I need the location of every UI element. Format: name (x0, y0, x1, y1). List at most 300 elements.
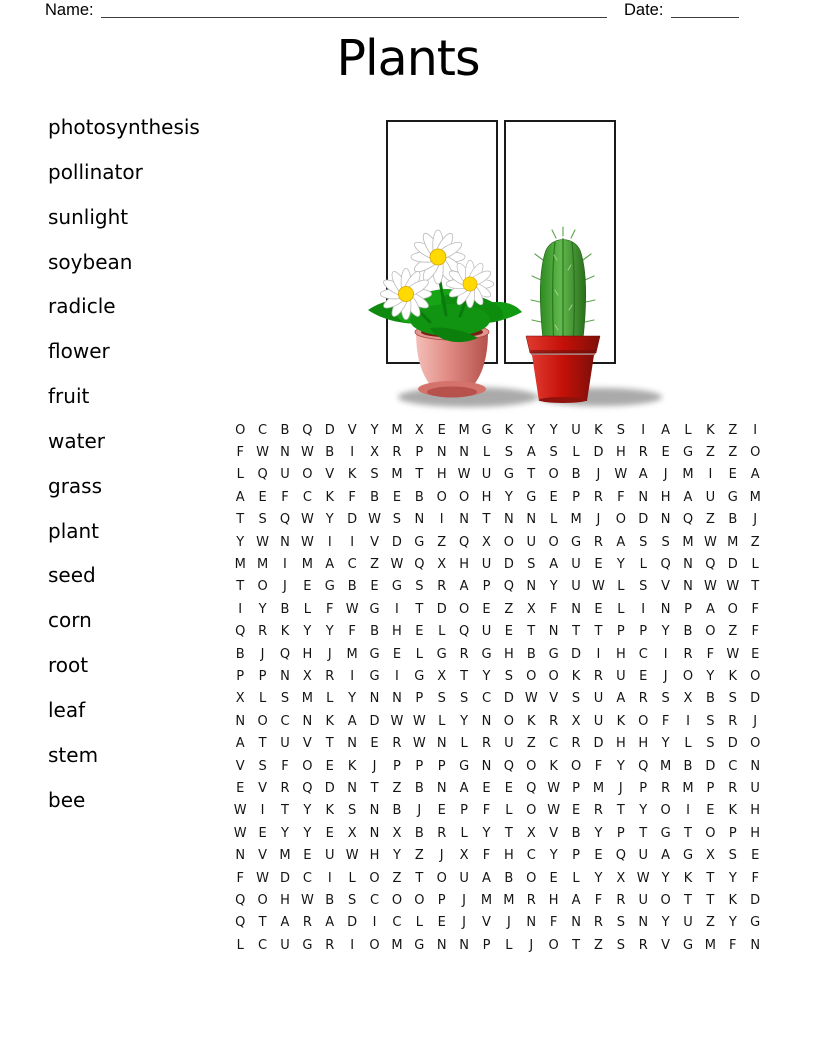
grid-letter: X (482, 534, 491, 550)
grid-letter: U (481, 624, 492, 640)
grid-letter: F (326, 601, 334, 617)
grid-letter: A (638, 467, 648, 483)
grid-letter: P (706, 780, 715, 796)
grid-letter: Y (325, 624, 334, 640)
grid-letter: H (660, 489, 671, 505)
grid-letter: O (458, 601, 470, 617)
grid-letter: K (527, 713, 536, 729)
grid-letter: O (570, 758, 582, 774)
grid-letter: Y (258, 601, 267, 617)
grid-letter: A (571, 892, 581, 908)
grid-letter: R (437, 825, 447, 841)
grid-letter: S (392, 512, 402, 528)
grid-letter: W (390, 557, 404, 573)
grid-letter: N (571, 601, 581, 617)
grid-letter: J (462, 892, 467, 908)
grid-letter: N (436, 736, 447, 752)
grid-letter: S (370, 467, 379, 483)
grid-letter: L (236, 937, 244, 953)
grid-letter: O (548, 668, 559, 684)
grid-letter: B (370, 624, 379, 640)
grid-letter: Y (661, 736, 670, 752)
grid-letter: Y (482, 825, 491, 841)
grid-letter: T (236, 512, 245, 528)
grid-letter: A (235, 736, 245, 752)
grid-letter: P (460, 803, 469, 819)
grid-letter: W (345, 848, 359, 864)
grid-letter: F (348, 489, 356, 505)
letter-grid (229, 419, 766, 956)
grid-letter: O (548, 937, 559, 953)
grid-letter: D (391, 534, 402, 550)
grid-letter: D (638, 512, 649, 528)
grid-letter: P (639, 780, 648, 796)
grid-letter: E (325, 825, 334, 841)
grid-letter: N (481, 758, 492, 774)
grid-letter: X (705, 848, 715, 864)
grid-letter: Q (235, 892, 246, 908)
grid-letter: Y (728, 915, 737, 931)
grid-letter: W (390, 713, 404, 729)
grid-letter: F (482, 803, 491, 819)
grid-letter: P (639, 624, 648, 640)
grid-letter: L (303, 601, 311, 617)
grid-letter: X (571, 713, 581, 729)
grid-letter: E (482, 601, 491, 617)
grid-letter: V (549, 825, 559, 841)
grid-letter: O (705, 624, 716, 640)
grid-letter: Y (549, 422, 558, 438)
grid-letter: N (638, 489, 649, 505)
grid-letter: X (459, 848, 469, 864)
grid-letter: S (348, 892, 357, 908)
grid-letter: K (706, 422, 715, 438)
grid-letter: K (683, 870, 693, 886)
grid-letter: O (526, 803, 537, 819)
grid-letter: Y (549, 579, 558, 595)
grid-letter: Q (526, 780, 537, 796)
grid-letter: B (705, 691, 715, 707)
grid-letter: W (726, 646, 740, 662)
grid-letter: Q (615, 848, 626, 864)
grid-letter: Z (392, 870, 402, 886)
grid-letter: S (616, 422, 625, 438)
grid-letter: B (571, 825, 581, 841)
grid-letter: Y (527, 422, 536, 438)
grid-letter: O (436, 489, 447, 505)
grid-letter: R (325, 937, 335, 953)
grid-letter: H (459, 557, 469, 573)
grid-letter: U (593, 691, 604, 707)
grid-letter: C (258, 937, 268, 953)
grid-letter: U (571, 557, 581, 573)
grid-letter: F (281, 489, 289, 505)
grid-letter: G (682, 445, 694, 461)
grid-letter: K (325, 803, 335, 819)
grid-letter: P (482, 937, 491, 953)
grid-letter: F (661, 713, 670, 729)
grid-letter: B (526, 646, 536, 662)
grid-letter: M (749, 489, 761, 505)
grid-letter: O (414, 892, 425, 908)
grid-letter: X (526, 825, 536, 841)
grid-letter: S (437, 691, 446, 707)
grid-letter: Q (302, 422, 313, 438)
grid-letter: O (235, 422, 246, 438)
grid-letter: C (549, 736, 559, 752)
word-list-item: grass (48, 473, 103, 498)
grid-letter: O (302, 467, 313, 483)
grid-letter: P (393, 758, 401, 774)
word-list-item: soybean (48, 249, 133, 274)
grid-letter: W (636, 870, 650, 886)
grid-letter: G (414, 534, 425, 550)
grid-letter: P (572, 780, 580, 796)
grid-letter: Q (503, 758, 514, 774)
grid-letter: E (549, 489, 558, 505)
grid-letter: S (706, 713, 715, 729)
grid-letter: X (347, 825, 357, 841)
grid-letter: Q (302, 780, 313, 796)
grid-letter: U (705, 489, 716, 505)
grid-letter: A (280, 915, 290, 931)
grid-letter: J (283, 579, 287, 595)
grid-letter: N (683, 557, 693, 573)
grid-letter: E (549, 870, 558, 886)
grid-letter: T (751, 579, 760, 595)
grid-letter: U (280, 467, 290, 483)
grid-letter: N (436, 780, 447, 796)
grid-letter: G (571, 534, 582, 550)
grid-letter: P (482, 579, 491, 595)
grid-letter: O (638, 713, 649, 729)
grid-letter: Q (414, 557, 425, 573)
grid-letter: S (616, 915, 625, 931)
grid-letter: X (437, 557, 447, 573)
grid-letter: L (348, 870, 356, 886)
grid-letter: E (258, 489, 267, 505)
grid-letter: M (480, 892, 493, 908)
grid-letter: P (616, 624, 625, 640)
grid-letter: S (527, 557, 536, 573)
grid-letter: V (347, 422, 357, 438)
grid-letter: A (616, 534, 626, 550)
grid-letter: T (684, 825, 692, 841)
grid-letter: Q (279, 512, 291, 528)
grid-letter: K (549, 758, 558, 774)
word-list-item: stem (48, 742, 99, 767)
grid-letter: B (414, 489, 424, 505)
grid-letter: Y (616, 557, 625, 573)
grid-letter: N (280, 534, 290, 550)
grid-letter: P (415, 758, 424, 774)
grid-letter: N (526, 579, 537, 595)
grid-letter: N (459, 937, 469, 953)
grid-letter: R (728, 713, 738, 729)
grid-letter: Y (661, 915, 670, 931)
grid-letter: I (238, 601, 243, 617)
date-label: Date: (624, 1, 664, 19)
grid-letter: M (279, 848, 291, 864)
grid-letter: L (751, 557, 759, 573)
grid-letter: G (727, 489, 738, 505)
grid-letter: T (325, 736, 334, 752)
grid-letter: X (235, 691, 245, 707)
grid-letter: P (258, 668, 267, 684)
grid-letter: M (391, 422, 403, 438)
grid-letter: H (369, 848, 380, 864)
grid-letter: H (481, 489, 492, 505)
grid-letter: D (324, 422, 335, 438)
grid-letter: R (616, 892, 626, 908)
word-list-item: sunlight (48, 204, 129, 229)
grid-letter: Y (549, 848, 558, 864)
grid-letter: M (301, 557, 313, 573)
grid-letter: J (663, 668, 668, 684)
grid-letter: D (750, 691, 761, 707)
grid-letter: Z (728, 445, 738, 461)
page-title: Plants (336, 30, 480, 87)
grid-letter: R (661, 780, 671, 796)
grid-letter: L (415, 915, 423, 931)
grid-letter: T (616, 803, 625, 819)
grid-letter: N (280, 445, 290, 461)
grid-letter: J (663, 467, 668, 483)
grid-letter: I (350, 668, 355, 684)
grid-letter: I (686, 803, 690, 819)
grid-letter: U (571, 422, 581, 438)
grid-letter: G (414, 937, 425, 953)
grid-letter: S (415, 579, 424, 595)
grid-letter: A (705, 601, 715, 617)
grid-letter: V (302, 736, 312, 752)
grid-letter: B (504, 870, 514, 886)
grid-letter: O (458, 489, 470, 505)
grid-letter: R (392, 445, 402, 461)
grid-letter: Z (728, 624, 738, 640)
grid-letter: M (346, 646, 358, 662)
grid-letter: N (459, 445, 469, 461)
grid-letter: V (482, 915, 491, 931)
grid-letter: N (526, 512, 537, 528)
grid-letter: P (236, 668, 245, 684)
grid-letter: W (703, 579, 717, 595)
grid-letter: J (372, 758, 377, 774)
name-label: Name: (45, 1, 94, 19)
grid-letter: Z (705, 512, 715, 528)
grid-letter: A (325, 557, 335, 573)
grid-letter: W (300, 534, 314, 550)
grid-letter: F (729, 937, 737, 953)
grid-letter: R (683, 646, 693, 662)
grid-letter: E (751, 848, 760, 864)
grid-letter: M (391, 937, 403, 953)
grid-letter: A (235, 489, 245, 505)
grid-letter: E (415, 624, 424, 640)
grid-letter: E (594, 557, 603, 573)
grid-letter: W (412, 736, 426, 752)
grid-letter: N (436, 937, 447, 953)
grid-letter: D (279, 870, 290, 886)
grid-letter: Y (281, 825, 289, 841)
grid-letter: Y (661, 624, 670, 640)
grid-letter: K (728, 668, 738, 684)
grid-letter: I (350, 445, 355, 461)
grid-letter: Z (728, 422, 738, 438)
grid-letter: T (572, 937, 581, 953)
grid-letter: X (683, 691, 693, 707)
grid-letter: E (482, 780, 491, 796)
grid-letter: W (457, 467, 471, 483)
grid-letter: T (460, 668, 469, 684)
grid-letter: M (682, 534, 694, 550)
word-list-item: corn (48, 608, 92, 633)
grid-letter: R (593, 668, 603, 684)
grid-letter: Y (661, 870, 670, 886)
grid-letter: R (549, 713, 559, 729)
grid-letter: Y (303, 825, 312, 841)
grid-letter: N (347, 736, 358, 752)
grid-letter: P (728, 825, 737, 841)
grid-letter: W (726, 579, 740, 595)
grid-letter: B (683, 758, 693, 774)
grid-letter: H (638, 736, 649, 752)
grid-letter: S (571, 691, 581, 707)
grid-letter: D (347, 512, 358, 528)
grid-letter: H (750, 803, 761, 819)
grid-letter: L (438, 713, 446, 729)
grid-letter: N (414, 512, 425, 528)
grid-letter: T (706, 870, 715, 886)
grid-letter: B (414, 780, 424, 796)
grid-letter: D (593, 736, 604, 752)
grid-letter: R (526, 892, 536, 908)
grid-letter: S (661, 534, 670, 550)
grid-letter: A (661, 848, 671, 864)
grid-letter: P (437, 892, 446, 908)
grid-letter: B (414, 825, 424, 841)
grid-letter: K (347, 758, 357, 774)
grid-letter: K (325, 489, 335, 505)
grid-letter: Y (303, 624, 312, 640)
grid-letter: R (638, 691, 648, 707)
grid-letter: R (325, 668, 335, 684)
grid-letter: K (728, 892, 738, 908)
grid-letter: O (615, 512, 626, 528)
grid-letter: E (571, 803, 581, 819)
grid-letter: D (593, 445, 604, 461)
grid-letter: T (639, 825, 648, 841)
grid-letter: W (256, 534, 270, 550)
grid-letter: T (482, 512, 491, 528)
grid-letter: E (392, 646, 402, 662)
grid-letter: R (593, 915, 603, 931)
grid-letter: S (661, 691, 670, 707)
grid-letter: X (526, 601, 536, 617)
grid-letter: A (325, 915, 335, 931)
grid-letter: M (256, 557, 269, 573)
grid-letter: S (706, 736, 715, 752)
grid-letter: O (369, 870, 380, 886)
grid-letter: H (548, 892, 559, 908)
grid-letter: S (504, 668, 514, 684)
grid-letter: R (258, 624, 268, 640)
grid-letter: T (258, 736, 267, 752)
grid-letter: Y (706, 668, 715, 684)
grid-letter: K (280, 624, 290, 640)
grid-letter: L (572, 445, 580, 461)
grid-letter: A (347, 713, 357, 729)
grid-letter: A (549, 557, 559, 573)
grid-letter: L (258, 691, 267, 707)
grid-letter: E (504, 780, 513, 796)
grid-letter: J (618, 780, 623, 796)
grid-letter: E (236, 780, 245, 796)
grid-letter: V (258, 848, 268, 864)
grid-letter: K (504, 422, 514, 438)
grid-letter: O (727, 601, 738, 617)
grid-letter: K (728, 803, 738, 819)
grid-letter: N (750, 758, 761, 774)
grid-letter: T (258, 915, 267, 931)
grid-letter: R (481, 736, 492, 752)
grid-letter: P (616, 825, 625, 841)
grid-letter: O (503, 713, 514, 729)
grid-letter: N (235, 848, 246, 864)
grid-letter: I (327, 870, 332, 886)
grid-letter: U (750, 780, 760, 796)
grid-letter: I (439, 512, 444, 528)
grid-letter: I (395, 601, 399, 617)
grid-letter: N (683, 579, 693, 595)
grid-letter: O (750, 668, 761, 684)
grid-letter: L (684, 422, 692, 438)
grid-letter: C (526, 848, 536, 864)
grid-letter: B (683, 624, 693, 640)
grid-letter: X (392, 825, 402, 841)
grid-letter: I (395, 668, 399, 684)
grid-letter: J (417, 803, 422, 819)
grid-letter: I (663, 646, 668, 662)
grid-letter: N (436, 445, 447, 461)
grid-letter: N (369, 803, 380, 819)
grid-letter: S (616, 937, 625, 953)
grid-letter: C (302, 489, 312, 505)
grid-letter: M (682, 467, 694, 483)
grid-letter: Y (616, 758, 625, 774)
grid-letter: M (704, 937, 716, 953)
grid-letter: U (638, 892, 648, 908)
grid-letter: E (639, 668, 648, 684)
grid-letter: G (369, 601, 380, 617)
date-underline (671, 0, 739, 18)
grid-letter: C (258, 422, 268, 438)
grid-letter: G (548, 646, 559, 662)
grid-letter: T (594, 624, 603, 640)
grid-letter: J (439, 848, 444, 864)
grid-letter: Q (458, 624, 470, 640)
grid-letter: N (369, 825, 380, 841)
grid-letter: L (460, 736, 468, 752)
grid-letter: I (327, 534, 332, 550)
grid-letter: W (412, 713, 426, 729)
grid-letter: W (256, 445, 270, 461)
grid-letter: C (728, 758, 738, 774)
grid-letter: U (325, 848, 335, 864)
grid-letter: E (661, 445, 670, 461)
grid-letter: H (302, 646, 313, 662)
grid-letter: E (370, 579, 379, 595)
